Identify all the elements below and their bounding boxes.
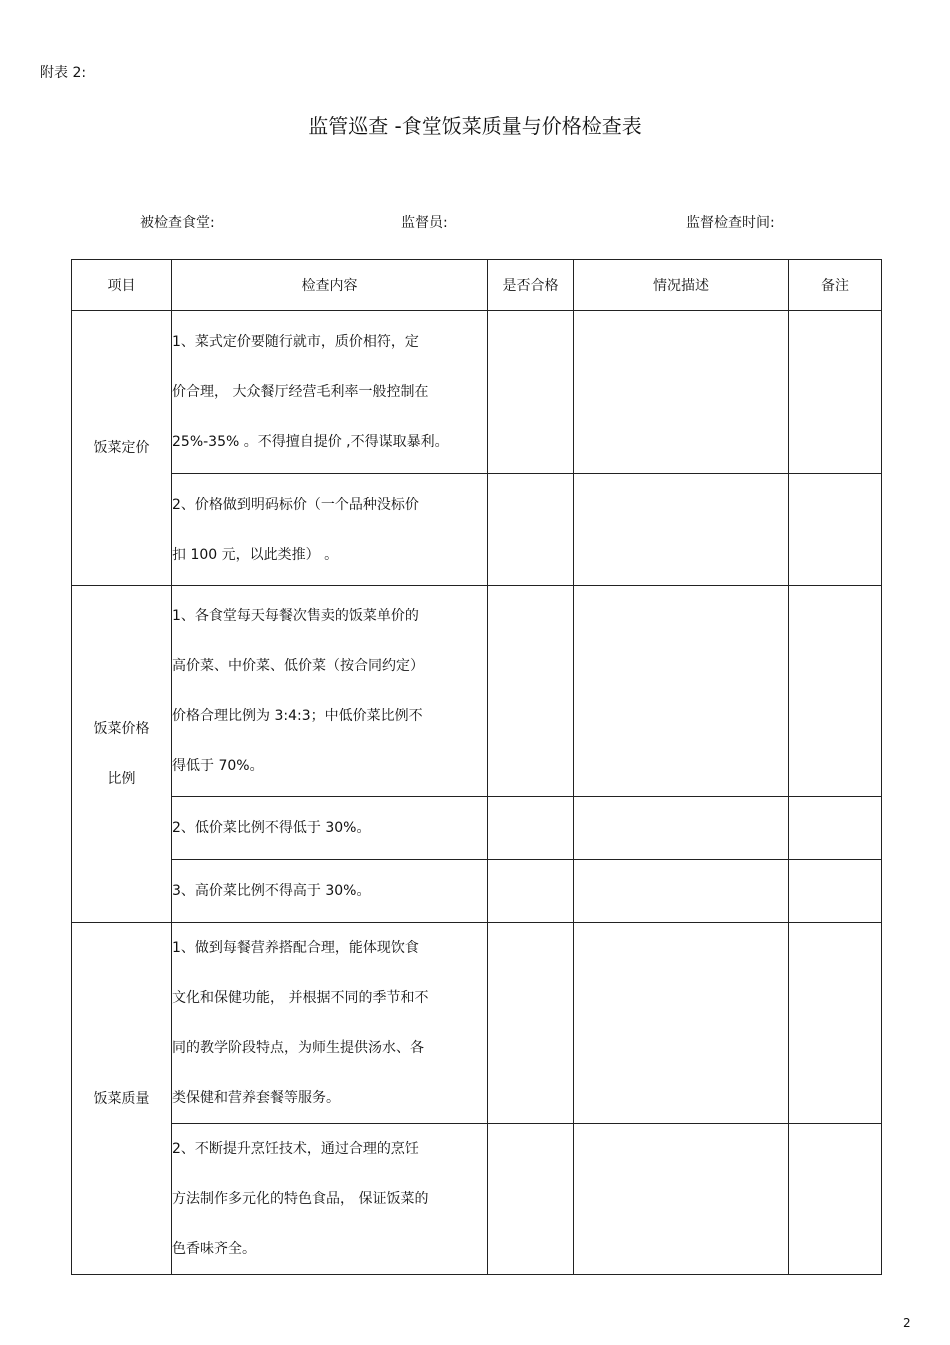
content-cell [172,860,488,923]
pass-cell[interactable] [488,1124,574,1275]
pass-cell[interactable] [488,586,574,797]
column-header-description: 情况描述 [574,260,789,311]
content-line: 1、各食堂每天每餐次售卖的饭菜单价的 [172,608,419,624]
appendix-label: 附表 2: [40,65,87,81]
table-row [72,797,882,860]
item-label: 饭菜质量 [93,1090,150,1107]
remarks-cell[interactable] [789,474,882,586]
inspection-time-label: 监督检查时间: [686,215,775,231]
table-row [72,586,882,797]
content-line: 高价菜、中价菜、低价菜（按合同约定） [172,658,424,674]
item-cell [72,311,172,586]
column-header-pass: 是否合格 [488,260,574,311]
content-cell [172,797,488,860]
remarks-cell[interactable] [789,923,882,1124]
pass-cell[interactable] [488,311,574,474]
content-cell [172,586,488,797]
content-line: 文化和保健功能， 并根据不同的季节和不 [172,990,429,1006]
content-line: 2、低价菜比例不得低于 30%。 [172,820,371,836]
content-cell [172,923,488,1124]
content-line: 色香味齐全。 [172,1241,256,1257]
remarks-cell[interactable] [789,860,882,923]
inspected-canteen-label: 被检查食堂: [140,215,215,231]
column-header-item: 项目 [72,260,172,311]
description-cell[interactable] [574,923,789,1124]
pass-cell[interactable] [488,474,574,586]
content-line: 扣 100 元，以此类推） 。 [172,546,339,563]
content-cell [172,474,488,586]
page-number: 2 [903,1316,911,1330]
content-line: 同的教学阶段特点，为师生提供汤水、各 [172,1040,424,1056]
content-line: 3、高价菜比例不得高于 30%。 [172,883,371,899]
content-line: 方法制作多元化的特色食品， 保证饭菜的 [172,1191,429,1207]
item-cell [72,586,172,923]
table-row [72,474,882,586]
column-header-remarks: 备注 [789,260,882,311]
remarks-cell[interactable] [789,311,882,474]
description-cell[interactable] [574,311,789,474]
content-cell [172,311,488,474]
content-line: 2、不断提升烹饪技术，通过合理的烹饪 [172,1141,419,1157]
description-cell[interactable] [574,1124,789,1275]
content-line: 2、价格做到明码标价（一个品种没标价 [172,496,419,513]
remarks-cell[interactable] [789,1124,882,1275]
description-cell[interactable] [574,797,789,860]
description-cell[interactable] [574,474,789,586]
table-row [72,311,882,474]
content-line: 价格合理比例为 3:4:3；中低价菜比例不 [172,708,423,724]
pass-cell[interactable] [488,860,574,923]
table-row [72,923,882,1124]
pass-cell[interactable] [488,923,574,1124]
item-label-line: 比例 [107,771,136,787]
item-label: 饭菜定价 [93,440,150,456]
content-line: 类保健和营养套餐等服务。 [172,1090,340,1106]
supervisor-label: 监督员: [401,215,448,231]
column-header-content: 检查内容 [172,260,488,311]
content-line: 1、菜式定价要随行就市，质价相符，定 [172,334,419,350]
remarks-cell[interactable] [789,586,882,797]
page-title: 监管巡查 -食堂饭菜质量与价格检查表 [308,114,642,138]
inspection-table [71,259,882,1275]
content-cell [172,1124,488,1275]
item-label-line: 饭菜价格 [93,721,150,737]
content-line: 1、做到每餐营养搭配合理，能体现饮食 [172,940,419,956]
description-cell[interactable] [574,860,789,923]
table-row [72,860,882,923]
table-header-row [72,260,882,311]
pass-cell[interactable] [488,797,574,860]
table-row [72,1124,882,1275]
content-line: 得低于 70%。 [172,758,264,774]
item-cell [72,923,172,1275]
description-cell[interactable] [574,586,789,797]
content-line: 价合理， 大众餐厅经营毛利率一般控制在 [172,384,429,400]
remarks-cell[interactable] [789,797,882,860]
content-line: 25%-35% 。不得擅自提价 ,不得谋取暴利。 [172,434,449,450]
